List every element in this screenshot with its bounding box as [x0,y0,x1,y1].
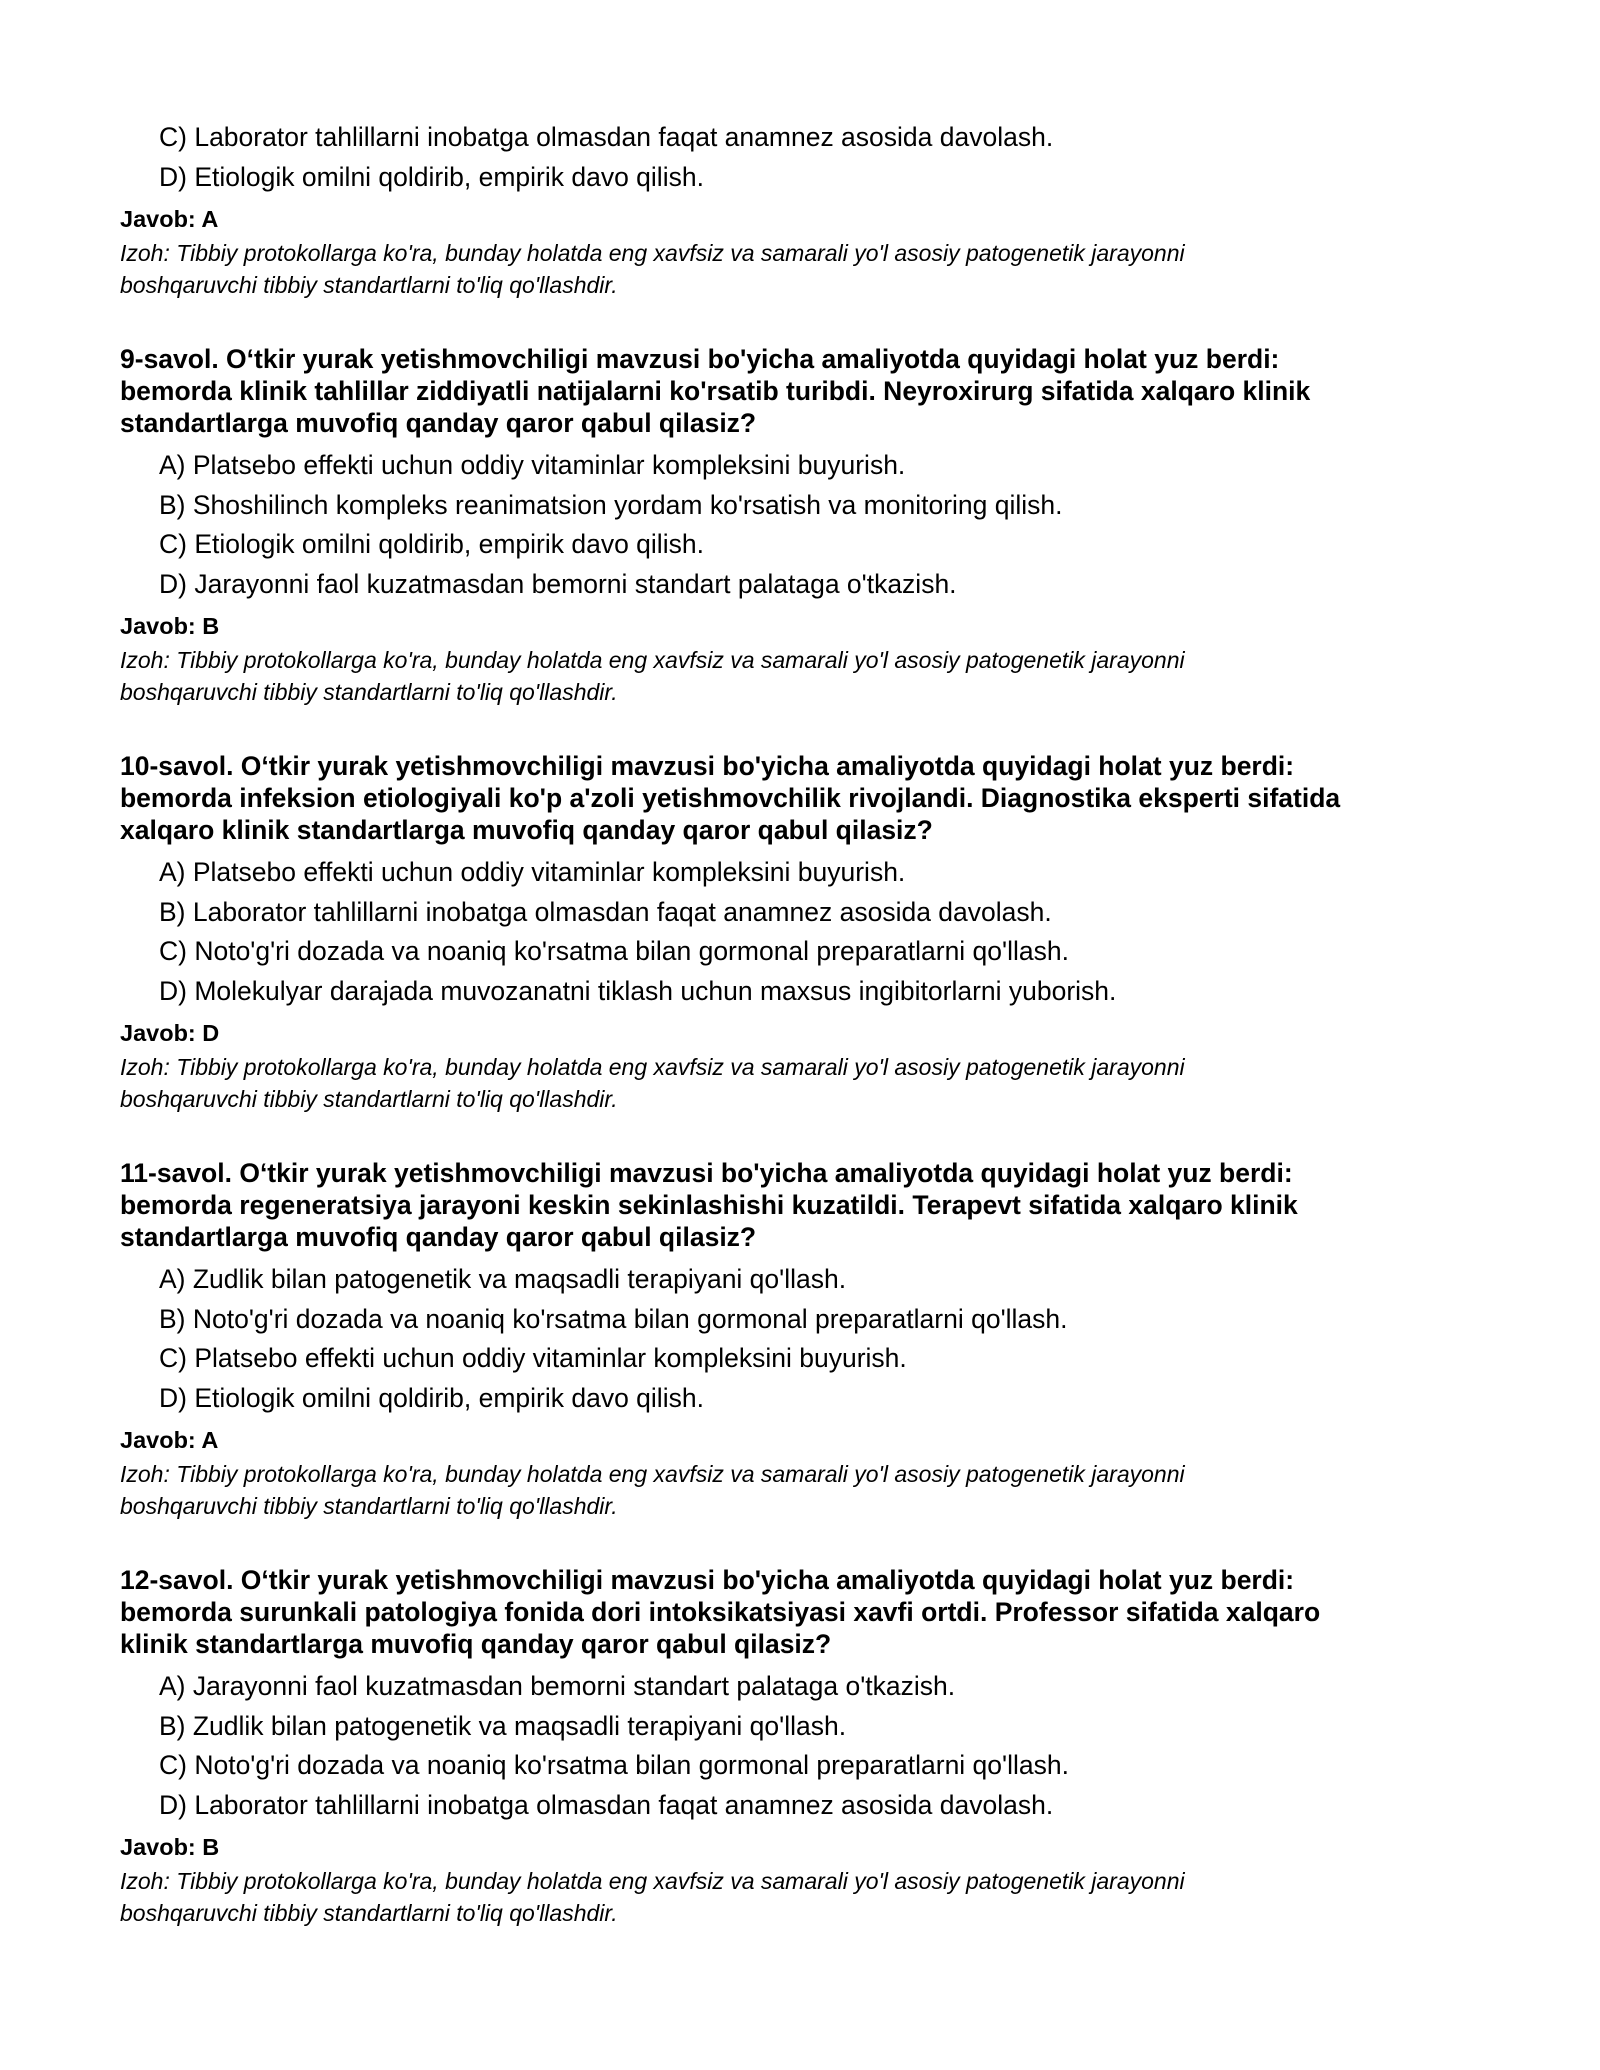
explanation-line: boshqaruvchi tibbiy standartlarni to'liq qo'llashdir. [120,1493,618,1519]
question-text [120,1157,1480,1253]
option-a: A) Zudlik bilan patogenetik va maqsadli terapiyani qo'llash. [159,1264,847,1294]
option-a: A) Platsebo effekti uchun oddiy vitaminlar kompleksini buyurish. [159,857,906,887]
option-list [120,1667,1480,1825]
option-b: B) Zudlik bilan patogenetik va maqsadli terapiyani qo'llash. [159,1710,847,1741]
question-text [120,1564,1480,1660]
partial-question-block [120,118,1480,301]
question-line: 9-savol. O‘tkir yurak yetishmovchiligi mavzusi bo'yicha amaliyotda quyidagi holat yuz berdi: [120,344,1280,374]
option-d: D) Jarayonni faol kuzatmasdan bemorni standart palataga o'tkazish. [159,568,957,599]
question-line: xalqaro klinik standartlarga muvofiq qanday qaror qabul qilasiz? [120,815,933,845]
answer-label: Javob: A [120,1427,219,1453]
option-d: D) Molekulyar darajada muvozanatni tiklash uchun maxsus ingibitorlarni yuborish. [159,975,1117,1006]
option-d: D) Etiologik omilni qoldirib, empirik davo qilish. [159,161,704,192]
question-line: bemorda infeksion etiologiyali ko'p a'zoli yetishmovchilik rivojlandi. Diagnostika eksperti sifatida [120,783,1341,813]
option-b: B) Shoshilinch kompleks reanimatsion yordam ko'rsatish va monitoring qilish. [159,489,1063,520]
option-d: D) Laborator tahlillarni inobatga olmasdan faqat anamnez asosida davolash. [159,1789,1054,1820]
question-line: bemorda klinik tahlillar ziddiyatli natijalarni ko'rsatib turibdi. Neyroxirurg sifatida xalqaro klinik [120,376,1311,406]
question-line: standartlarga muvofiq qanday qaror qabul qilasiz? [120,408,757,438]
option-list [120,853,1480,1011]
explanation-line: boshqaruvchi tibbiy standartlarni to'liq qo'llashdir. [120,1086,618,1112]
option-list [120,1260,1480,1418]
explanation-line: Izoh: Tibbiy protokollarga ko'ra, bunday holatda eng xavfsiz va samarali yo'l asosiy patogenetik jarayonni [120,1868,1185,1894]
question-text [120,343,1480,439]
explanation-line: Izoh: Tibbiy protokollarga ko'ra, bunday holatda eng xavfsiz va samarali yo'l asosiy patogenetik jarayonni [120,1054,1185,1080]
option-c: C) Noto'g'ri dozada va noaniq ko'rsatma bilan gormonal preparatlarni qo'llash. [159,936,1069,966]
option-list [120,118,1480,197]
question-line: 12-savol. O‘tkir yurak yetishmovchiligi mavzusi bo'yicha amaliyotda quyidagi holat yuz berdi: [120,1565,1295,1595]
answer-label: Javob: B [120,613,220,639]
option-a: A) Jarayonni faol kuzatmasdan bemorni standart palataga o'tkazish. [159,1671,956,1701]
explanation-note [120,1865,1480,1929]
explanation-line: boshqaruvchi tibbiy standartlarni to'liq qo'llashdir. [120,679,618,705]
option-list [120,446,1480,604]
option-c: C) Laborator tahlillarni inobatga olmasdan faqat anamnez asosida davolash. [159,122,1054,152]
question-line: bemorda surunkali patologiya fonida dori intoksikatsiyasi xavfi ortdi. Professor sifatida xalqaro [120,1597,1321,1627]
question-block-9 [120,343,1480,708]
explanation-line: boshqaruvchi tibbiy standartlarni to'liq qo'llashdir. [120,272,618,298]
option-d: D) Etiologik omilni qoldirib, empirik davo qilish. [159,1382,704,1413]
option-c: C) Etiologik omilni qoldirib, empirik davo qilish. [159,529,704,559]
question-line: bemorda regeneratsiya jarayoni keskin sekinlashishi kuzatildi. Terapevt sifatida xalqaro klinik [120,1190,1298,1220]
question-line: 11-savol. O‘tkir yurak yetishmovchiligi mavzusi bo'yicha amaliyotda quyidagi holat yuz berdi: [120,1158,1293,1188]
document-page [120,118,1480,1929]
answer-label: Javob: B [120,1834,220,1860]
option-a: A) Platsebo effekti uchun oddiy vitaminlar kompleksini buyurish. [159,450,906,480]
explanation-note [120,644,1480,708]
explanation-note [120,1458,1480,1522]
explanation-note [120,237,1480,301]
answer-label: Javob: A [120,206,219,232]
explanation-line: boshqaruvchi tibbiy standartlarni to'liq qo'llashdir. [120,1900,618,1926]
question-block-11 [120,1157,1480,1522]
question-line: standartlarga muvofiq qanday qaror qabul qilasiz? [120,1222,757,1252]
explanation-line: Izoh: Tibbiy protokollarga ko'ra, bunday holatda eng xavfsiz va samarali yo'l asosiy patogenetik jarayonni [120,647,1185,673]
option-c: C) Noto'g'ri dozada va noaniq ko'rsatma bilan gormonal preparatlarni qo'llash. [159,1750,1069,1780]
question-block-10 [120,750,1480,1115]
option-b: B) Noto'g'ri dozada va noaniq ko'rsatma bilan gormonal preparatlarni qo'llash. [159,1303,1068,1334]
answer-label: Javob: D [120,1020,220,1046]
question-block-12 [120,1564,1480,1929]
option-b: B) Laborator tahlillarni inobatga olmasdan faqat anamnez asosida davolash. [159,896,1052,927]
explanation-line: Izoh: Tibbiy protokollarga ko'ra, bunday holatda eng xavfsiz va samarali yo'l asosiy patogenetik jarayonni [120,240,1185,266]
question-line: 10-savol. O‘tkir yurak yetishmovchiligi mavzusi bo'yicha amaliyotda quyidagi holat yuz berdi: [120,751,1295,781]
option-c: C) Platsebo effekti uchun oddiy vitaminlar kompleksini buyurish. [159,1343,907,1373]
question-text [120,750,1480,846]
explanation-note [120,1051,1480,1115]
question-line: klinik standartlarga muvofiq qanday qaror qabul qilasiz? [120,1629,832,1659]
explanation-line: Izoh: Tibbiy protokollarga ko'ra, bunday holatda eng xavfsiz va samarali yo'l asosiy patogenetik jarayonni [120,1461,1185,1487]
